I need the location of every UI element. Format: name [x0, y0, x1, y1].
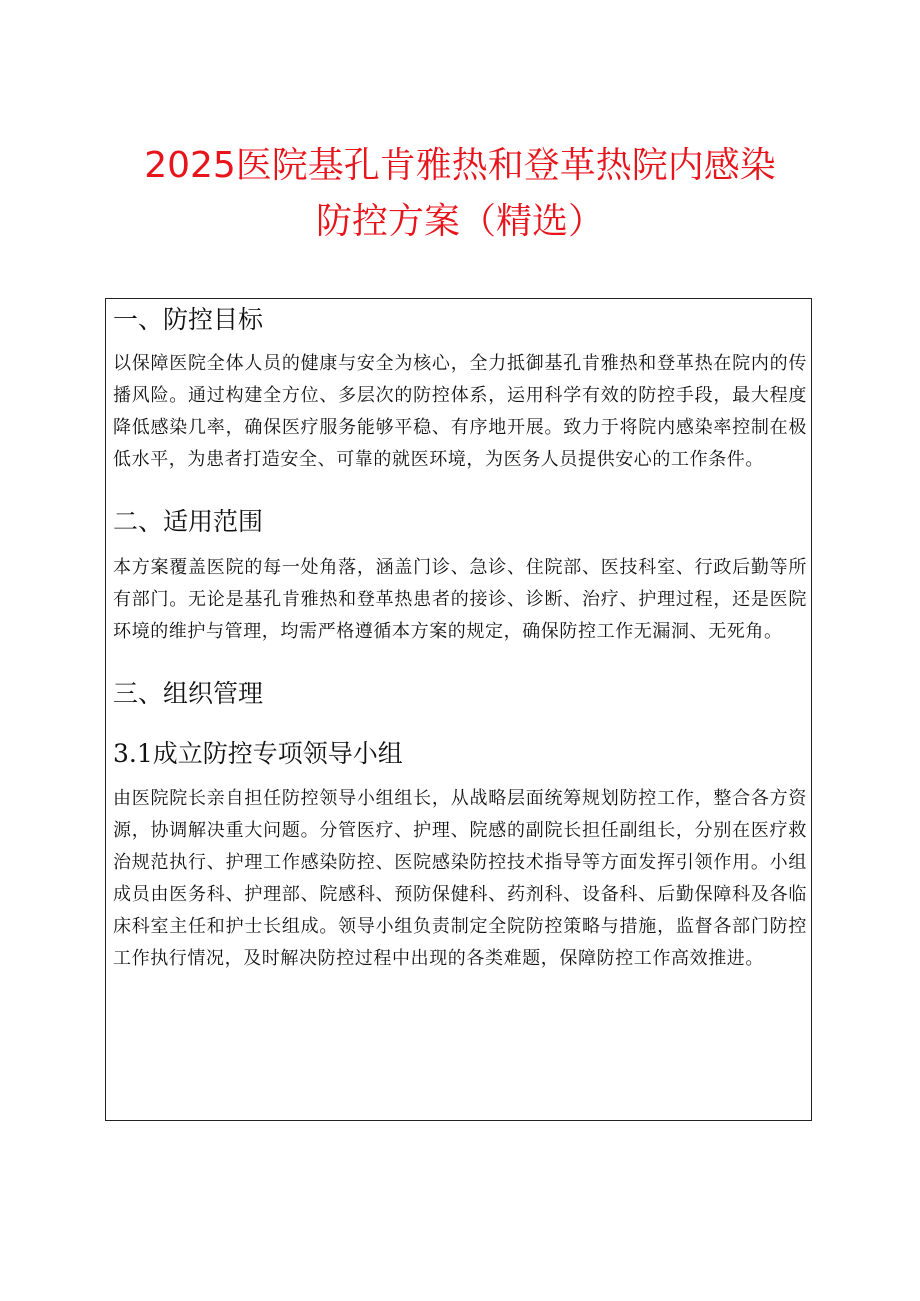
title-line-1: 2025医院基孔肯雅热和登革热院内感染	[144, 145, 776, 186]
section-paragraph-scope: 本方案覆盖医院的每一处角落，涵盖门诊、急诊、住院部、医技科室、行政后勤等所有部门。无论是基孔肯雅热和登革热患者的接诊、诊断、治疗、护理过程，还是医院环境的维护与管理，均需严格遵循本方案的规定，确保防控工作无漏洞、无死角。	[113, 557, 807, 642]
section-heading-objectives: 一、防控目标	[113, 305, 264, 334]
content-box	[105, 298, 812, 1121]
subsection-heading-leadership-group: 3.1成立防控专项领导小组	[113, 739, 403, 768]
document-title	[0, 138, 920, 250]
section-heading-organization: 三、组织管理	[113, 679, 264, 708]
subsection-paragraph-leadership-group: 由医院院长亲自担任防控领导小组组长，从战略层面统筹规划防控工作，整合各方资源，协调解决重大问题。分管医疗、护理、院感的副院长担任副组长，分别在医疗救治规范执行、护理工作感染防控、医院感染防控技术指导等方面发挥引领作用。小组成员由医务科、护理部、院感科、预防保健科、药剂科、设备科、后勤保障科及各临床科室主任和护士长组成。领导小组负责制定全院防控策略与措施，监督各部门防控工作执行情况，及时解决防控过程中出现的各类难题，保障防控工作高效推进。	[113, 788, 807, 969]
section-paragraph-objectives: 以保障医院全体人员的健康与安全为核心，全力抵御基孔肯雅热和登革热在院内的传播风险。通过构建全方位、多层次的防控体系，运用科学有效的防控手段，最大程度降低感染几率，确保医疗服务能够平稳、有序地开展。致力于将院内感染率控制在极低水平，为患者打造安全、可靠的就医环境，为医务人员提供安心的工作条件。	[113, 353, 807, 470]
section-heading-scope: 二、适用范围	[113, 507, 264, 536]
content-inner	[106, 303, 811, 975]
title-line-2: 防控方案（精选）	[315, 201, 604, 242]
